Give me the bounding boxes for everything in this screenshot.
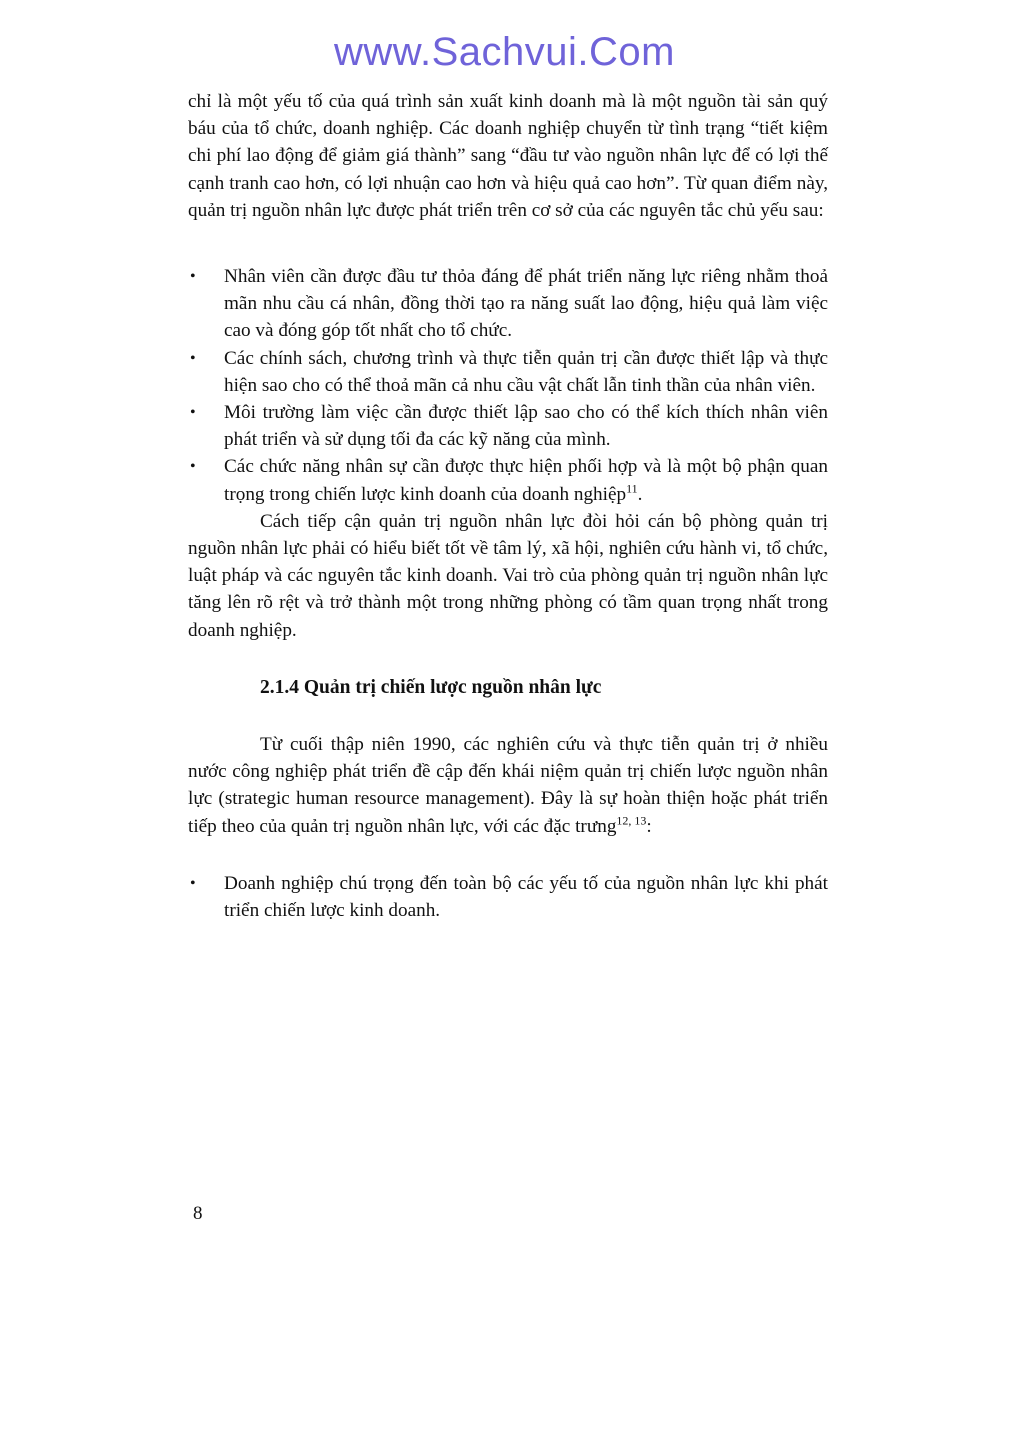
list-item (188, 870, 828, 924)
principles-list (188, 263, 828, 508)
list-item-text: Doanh nghiệp chú trọng đến toàn bộ các yếu tố của nguồn nhân lực khi phát triển chiến lược kinh doanh. (224, 872, 828, 922)
approach-paragraph: Cách tiếp cận quản trị nguồn nhân lực đòi hỏi cán bộ phòng quản trị nguồn nhân lực phải có hiểu biết tốt về tâm lý, xã hội, nghiên cứu hành vi, tổ chức, luật pháp và các nguyên tắc kinh doanh. Vai trò của phòng quản trị nguồn nhân lực tăng lên rõ rệt và trở thành một trong những phòng có tầm quan trọng nhất trong doanh nghiệp. (188, 510, 828, 641)
bullet-icon: • (190, 404, 196, 422)
list-item (188, 453, 828, 507)
strategic-paragraph (188, 731, 828, 840)
characteristics-list (188, 870, 828, 924)
list-item-text: Môi trường làm việc cần được thiết lập sao cho có thể kích thích nhân viên phát triển và sử dụng tối đa các kỹ năng của mình. (224, 402, 828, 451)
footnote-ref: 12, 13 (616, 813, 647, 828)
footnote-ref: 11 (626, 481, 638, 496)
sentence-end: . (637, 483, 643, 505)
bullet-icon: • (190, 458, 196, 476)
strategic-paragraph-text: Từ cuối thập niên 1990, các nghiên cứu và thực tiễn quản trị ở nhiều nước công nghiệp phát triển đề cập đến khái niệm quản trị chiến lược nguồn nhân lực (strategic human resource management). Đây là sự hoàn thiện hoặc phát triển tiếp theo của quản trị nguồn nhân lực, với các đặc trưng (188, 734, 828, 837)
list-item (188, 399, 828, 453)
sentence-end: : (646, 815, 652, 837)
list-item (188, 263, 828, 345)
section-heading: 2.1.4 Quản trị chiến lược nguồn nhân lực (260, 676, 602, 698)
bullet-icon: • (190, 268, 196, 286)
list-item (188, 345, 828, 399)
bullet-icon: • (190, 874, 196, 892)
page-number: 8 (193, 1203, 203, 1224)
watermark: www.Sachvui.Com (334, 30, 675, 74)
intro-paragraph: chỉ là một yếu tố của quá trình sản xuất kinh doanh mà là một nguồn tài sản quý báu của tổ chức, doanh nghiệp. Các doanh nghiệp chuyển từ tình trạng “tiết kiệm chi phí lao động để giảm giá thành” sang “đầu tư vào nguồn nhân lực để có lợi thế cạnh tranh cao hơn, có lợi nhuận cao hơn và hiệu quả cao hơn”. Từ quan điểm này, quản trị nguồn nhân lực được phát triển trên cơ sở của các nguyên tắc chủ yếu sau: (188, 91, 828, 221)
list-item-text: Các chức năng nhân sự cần được thực hiện phối hợp và là một bộ phận quan trọng trong chiến lược kinh doanh của doanh nghiệp (224, 456, 828, 505)
bullet-icon: • (190, 349, 196, 367)
page-body (188, 88, 828, 924)
list-item-text: Các chính sách, chương trình và thực tiễn quản trị cần được thiết lập và thực hiện sao cho có thể thoả mãn cả nhu cầu vật chất lẫn tinh thần của nhân viên. (224, 347, 828, 396)
list-item-text: Nhân viên cần được đầu tư thỏa đáng để phát triển năng lực riêng nhằm thoả mãn nhu cầu cá nhân, đồng thời tạo ra năng suất lao động, hiệu quả làm việc cao và đóng góp tốt nhất cho tổ chức. (224, 266, 828, 342)
